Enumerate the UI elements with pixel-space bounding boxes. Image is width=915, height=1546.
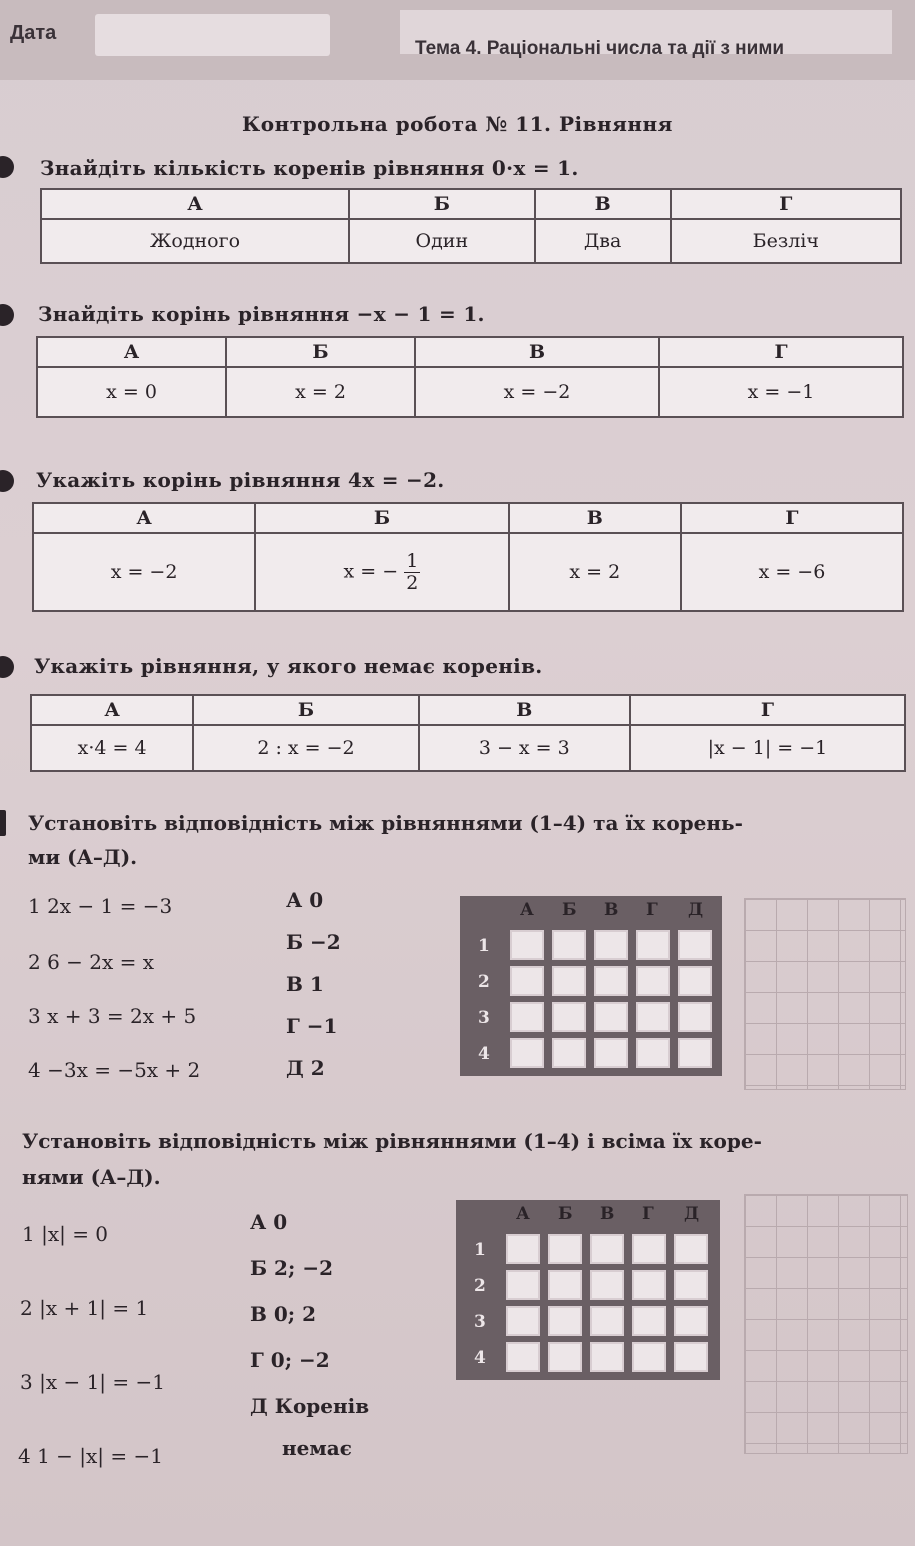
option-answer[interactable]: Один <box>349 219 535 263</box>
root-item: Д Коренів <box>250 1394 370 1418</box>
grid-column-label: Г <box>642 1204 654 1224</box>
option-letter: В <box>509 503 681 533</box>
answer-cell[interactable] <box>506 1234 540 1264</box>
equation-item: 3 |x − 1| = −1 <box>20 1370 165 1394</box>
option-answer[interactable]: x = −1 <box>659 367 903 417</box>
question-3-marker <box>0 470 14 492</box>
question-2-options <box>36 336 904 418</box>
graph-paper <box>744 898 906 1090</box>
answer-cell[interactable] <box>594 1038 628 1068</box>
answer-cell[interactable] <box>678 1038 712 1068</box>
grid-column-label: А <box>520 900 534 920</box>
option-letter: Б <box>226 337 415 367</box>
root-item: В 1 <box>286 972 324 996</box>
root-item: Б 2; −2 <box>250 1256 333 1280</box>
answer-cell[interactable] <box>636 930 670 960</box>
answer-cell[interactable] <box>510 1002 544 1032</box>
option-answer[interactable]: Два <box>535 219 671 263</box>
grid-row-label: 4 <box>478 1044 490 1064</box>
option-letter: Б <box>255 503 509 533</box>
topic-heading: Тема 4. Раціональні числа та дії з ними <box>415 38 785 59</box>
answer-grid-6 <box>456 1200 720 1380</box>
answer-cell[interactable] <box>552 1002 586 1032</box>
question-2-text: Знайдіть корінь рівняння −x − 1 = 1. <box>38 302 485 326</box>
option-answer[interactable]: Жодного <box>41 219 349 263</box>
option-letter: А <box>41 189 349 219</box>
answer-cell[interactable] <box>632 1306 666 1336</box>
root-item: Г −1 <box>286 1014 338 1038</box>
fraction-numerator: 1 <box>406 549 419 572</box>
answer-cell[interactable] <box>678 930 712 960</box>
option-letter: В <box>535 189 671 219</box>
answer-cell[interactable] <box>590 1306 624 1336</box>
answer-cell[interactable] <box>510 1038 544 1068</box>
grid-row-label: 2 <box>474 1276 486 1296</box>
equation-item: 1 2x − 1 = −3 <box>28 894 173 918</box>
option-answer[interactable]: x = 2 <box>509 533 681 611</box>
answer-cell[interactable] <box>506 1342 540 1372</box>
answer-cell[interactable] <box>590 1342 624 1372</box>
root-item: Б −2 <box>286 930 341 954</box>
answer-cell[interactable] <box>506 1270 540 1300</box>
option-answer[interactable]: 3 − x = 3 <box>419 725 630 771</box>
equation-item: 3 x + 3 = 2x + 5 <box>28 1004 197 1028</box>
option-answer[interactable]: 2 : x = −2 <box>193 725 418 771</box>
grid-row-label: 1 <box>474 1240 486 1260</box>
fraction <box>404 551 420 594</box>
answer-cell[interactable] <box>548 1306 582 1336</box>
root-item: А 0 <box>250 1210 288 1234</box>
graph-paper <box>744 1194 908 1454</box>
question-1-text: Знайдіть кількість коренів рівняння 0·x = 1. <box>40 156 579 180</box>
date-field[interactable] <box>95 14 330 56</box>
fraction-denominator: 2 <box>406 571 419 594</box>
grid-column-label: Г <box>646 900 658 920</box>
option-letter: В <box>415 337 659 367</box>
root-item: В 0; 2 <box>250 1302 317 1326</box>
answer-cell[interactable] <box>594 930 628 960</box>
option-letter: Г <box>630 695 905 725</box>
answer-cell[interactable] <box>632 1234 666 1264</box>
option-answer[interactable]: x = −6 <box>681 533 903 611</box>
question-5-line-1: Установіть відповідність між рівняннями (1–4) та їх корень- <box>28 811 743 835</box>
answer-cell[interactable] <box>552 930 586 960</box>
root-item: Д 2 <box>286 1056 325 1080</box>
equation-item: 4 1 − |x| = −1 <box>18 1444 163 1468</box>
question-5-marker <box>0 810 6 836</box>
answer-grid-5 <box>460 896 722 1076</box>
answer-cell[interactable] <box>636 1038 670 1068</box>
option-letter: Г <box>671 189 901 219</box>
answer-cell[interactable] <box>636 966 670 996</box>
option-answer[interactable]: |x − 1| = −1 <box>630 725 905 771</box>
option-letter: А <box>31 695 193 725</box>
root-item: немає <box>282 1436 352 1460</box>
answer-cell[interactable] <box>548 1234 582 1264</box>
grid-row-label: 3 <box>474 1312 486 1332</box>
answer-cell[interactable] <box>632 1270 666 1300</box>
answer-cell[interactable] <box>506 1306 540 1336</box>
grid-column-label: В <box>604 900 619 920</box>
question-4-options <box>30 694 906 772</box>
grid-column-label: А <box>516 1204 530 1224</box>
answer-cell[interactable] <box>636 1002 670 1032</box>
answer-prefix: x = − <box>343 560 399 582</box>
answer-cell[interactable] <box>632 1342 666 1372</box>
option-answer[interactable]: x = 0 <box>37 367 226 417</box>
option-letter: А <box>37 337 226 367</box>
question-5-line-2: ми (А–Д). <box>28 845 138 869</box>
page-title: Контрольна робота № 11. Рівняння <box>242 112 673 136</box>
question-4-text: Укажіть рівняння, у якого немає коренів. <box>34 654 543 678</box>
grid-row-label: 1 <box>478 936 490 956</box>
option-letter: Б <box>349 189 535 219</box>
answer-cell[interactable] <box>510 966 544 996</box>
option-answer[interactable]: x = −2 <box>415 367 659 417</box>
answer-cell[interactable] <box>590 1234 624 1264</box>
answer-cell[interactable] <box>674 1306 708 1336</box>
answer-cell[interactable] <box>594 1002 628 1032</box>
answer-cell[interactable] <box>674 1234 708 1264</box>
question-2-marker <box>0 304 14 326</box>
equation-item: 1 |x| = 0 <box>22 1222 109 1246</box>
option-letter: А <box>33 503 255 533</box>
question-3-text: Укажіть корінь рівняння 4x = −2. <box>36 468 445 492</box>
option-answer[interactable]: x = 2 <box>226 367 415 417</box>
question-1-marker <box>0 156 14 178</box>
equation-item: 4 −3x = −5x + 2 <box>28 1058 201 1082</box>
question-3-options <box>32 502 904 612</box>
answer-cell[interactable] <box>674 1270 708 1300</box>
grid-row-label: 2 <box>478 972 490 992</box>
question-1-options <box>40 188 902 264</box>
answer-cell[interactable] <box>590 1270 624 1300</box>
answer-cell[interactable] <box>594 966 628 996</box>
date-label: Дата <box>10 22 57 44</box>
question-6-line-1: Установіть відповідність між рівняннями (1–4) і всіма їх коре- <box>22 1129 762 1153</box>
option-answer[interactable] <box>255 533 509 611</box>
answer-cell[interactable] <box>552 1038 586 1068</box>
equation-item: 2 6 − 2x = x <box>28 950 155 974</box>
root-item: А 0 <box>286 888 324 912</box>
answer-cell[interactable] <box>552 966 586 996</box>
answer-cell[interactable] <box>678 966 712 996</box>
option-answer[interactable]: x·4 = 4 <box>31 725 193 771</box>
option-letter: Б <box>193 695 418 725</box>
grid-column-label: Д <box>688 900 704 920</box>
grid-column-label: Д <box>684 1204 700 1224</box>
question-4-marker <box>0 656 14 678</box>
answer-cell[interactable] <box>510 930 544 960</box>
answer-cell[interactable] <box>548 1342 582 1372</box>
equation-item: 2 |x + 1| = 1 <box>20 1296 149 1320</box>
grid-row-label: 3 <box>478 1008 490 1028</box>
option-letter: Г <box>681 503 903 533</box>
option-answer[interactable]: Безліч <box>671 219 901 263</box>
answer-cell[interactable] <box>674 1342 708 1372</box>
grid-column-label: В <box>600 1204 615 1224</box>
option-letter: В <box>419 695 630 725</box>
grid-column-label: Б <box>558 1204 573 1224</box>
answer-cell[interactable] <box>548 1270 582 1300</box>
root-item: Г 0; −2 <box>250 1348 330 1372</box>
option-letter: Г <box>659 337 903 367</box>
question-6-line-2: нями (А–Д). <box>22 1165 161 1189</box>
grid-row-label: 4 <box>474 1348 486 1368</box>
answer-cell[interactable] <box>678 1002 712 1032</box>
grid-column-label: Б <box>562 900 577 920</box>
option-answer[interactable]: x = −2 <box>33 533 255 611</box>
